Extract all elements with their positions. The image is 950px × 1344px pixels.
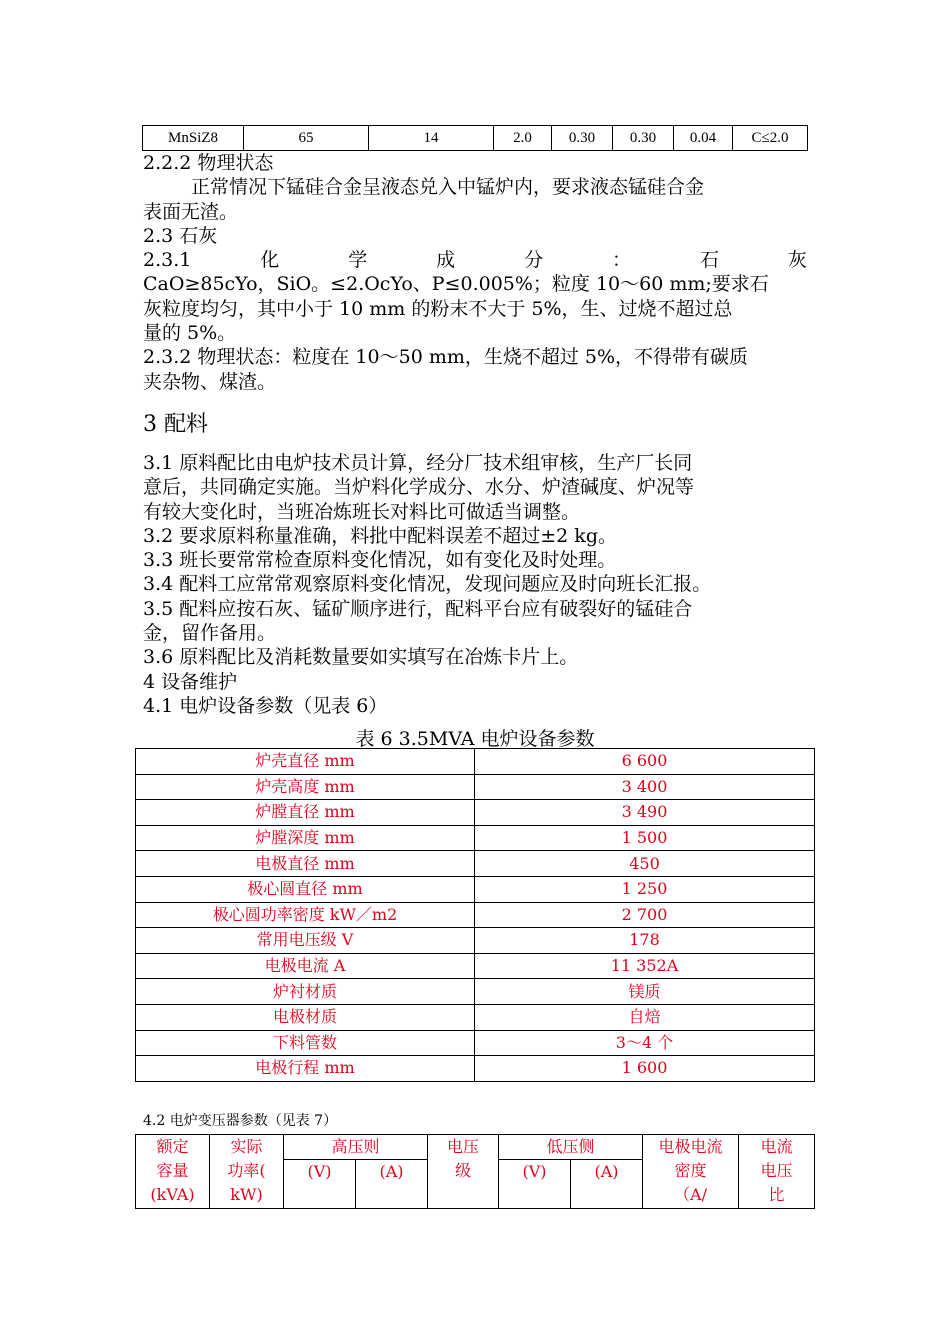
section-heading-3 [143, 413, 807, 437]
table-cell: 2.0 [494, 126, 552, 151]
table-cell: 常用电压级 V [136, 928, 475, 954]
table-header-cell [739, 1135, 815, 1209]
table-cell: MnSiZ8 [143, 126, 244, 151]
header-text: kW) [230, 1185, 263, 1204]
paragraph-line: 有较大变化时，当班冶炼班长对料比可做适当调整。 [143, 500, 581, 523]
header-text: 功率( [227, 1161, 266, 1180]
header-text: 额定 [156, 1137, 189, 1156]
table-cell: 镁质 [475, 979, 815, 1005]
table-row [136, 902, 815, 928]
paragraph-line: 3.5 配料应按石灰、锰矿顺序进行，配料平台应有破裂好的锰硅合 [143, 597, 693, 620]
table-header-cell [136, 1135, 210, 1209]
table-header-cell: (V) [499, 1160, 571, 1209]
table-header-cell [643, 1135, 739, 1209]
table-cell: 1 600 [475, 1056, 815, 1082]
table-row [136, 876, 815, 902]
furnace-parameters-table [135, 748, 815, 1082]
table-cell: 电极行程 mm [136, 1056, 475, 1082]
table-header-cell [210, 1135, 284, 1209]
table-header-cell: (A) [356, 1160, 428, 1209]
section-heading: 2.2.2 物理状态 [143, 152, 274, 174]
text-token: 成 [436, 249, 456, 272]
header-text: （A/ [674, 1185, 707, 1204]
table-header-cell [428, 1135, 499, 1209]
paragraph-line: 2.3.2 物理状态：粒度在 10～50 mm，生烧不超过 5%，不得带有碳质 [143, 346, 749, 369]
alloy-composition-table [142, 125, 808, 151]
paragraph-line: 正常情况下锰硅合金呈液态兑入中锰炉内，要求液态锰硅合金 [191, 176, 705, 199]
header-text: 电压 [446, 1137, 479, 1156]
paragraph-line: 4.1 电炉设备参数（见表 6） [143, 694, 388, 717]
header-text: 电压 [760, 1161, 793, 1180]
table-cell: 2 700 [475, 902, 815, 928]
text-token: 2.3.1 [143, 249, 192, 272]
table-row [143, 126, 808, 151]
table-cell: 14 [369, 126, 494, 151]
heading-text: 3 配料 [143, 412, 208, 437]
section-heading: 4 设备维护 [143, 670, 238, 693]
table-cell: 0.30 [613, 126, 674, 151]
paragraph-line: 金，留作备用。 [143, 622, 277, 645]
paragraph-line-justified [143, 248, 807, 272]
paragraph-line: 3.2 要求原料称量准确，料批中配料误差不超过±2 kg。 [143, 524, 617, 547]
text-token: 灰 [787, 249, 807, 272]
table-cell: 1 250 [475, 876, 815, 902]
text-token: 石 [699, 249, 719, 272]
header-text: 电极电流 [658, 1137, 723, 1156]
body-text [143, 151, 807, 394]
table-cell: 炉膛深度 mm [136, 825, 475, 851]
table-cell: 0.30 [552, 126, 613, 151]
table-cell: 11 352A [475, 953, 815, 979]
text-token: 分 [524, 249, 544, 272]
table-cell: 下料管数 [136, 1030, 475, 1056]
paragraph-line: 表面无渣。 [143, 200, 239, 223]
table-row [136, 774, 815, 800]
table-cell: 电极直径 mm [136, 851, 475, 877]
header-text: 比 [768, 1185, 785, 1204]
paragraph-line: 3.3 班长要常常检查原料变化情况，如有变化及时处理。 [143, 549, 617, 572]
table-row [136, 1056, 815, 1082]
table-cell: 电极电流 A [136, 953, 475, 979]
text-token: ： [612, 249, 632, 272]
table-cell: 65 [244, 126, 369, 151]
table-header-cell: (V) [284, 1160, 356, 1209]
table-cell: 炉壳直径 mm [136, 749, 475, 775]
paragraph-line: 灰粒度均匀，其中小于 10 mm 的粉末不大于 5%，生、过烧不超过总 [143, 297, 733, 320]
table-cell: 炉膛直径 mm [136, 800, 475, 826]
paragraph-line: 3.4 配料工应常常观察原料变化情况，发现问题应及时向班长汇报。 [143, 573, 712, 596]
table-row [136, 825, 815, 851]
section-4-2-heading: 4.2 电炉变压器参数（见表 7） [143, 1113, 338, 1129]
table-caption: 表 6 3.5MVA 电炉设备参数 [355, 728, 595, 750]
table-row [136, 851, 815, 877]
table-row [136, 800, 815, 826]
table-cell: 极心圆功率密度 kW／m2 [136, 902, 475, 928]
header-text: 密度 [674, 1161, 707, 1180]
header-text: (kVA) [150, 1185, 195, 1204]
body-text-section-3 [143, 451, 807, 718]
paragraph-line: CaO≥85cYo，SiO。≤2.OcYo、P≤0.005%；粒度 10～60 mm;要求石 [143, 273, 769, 296]
section-heading: 2.3 石灰 [143, 224, 218, 247]
table-cell: 炉衬材质 [136, 979, 475, 1005]
table-header-cell: 低压侧 [499, 1135, 643, 1160]
header-text: 电流 [760, 1137, 793, 1156]
table-row [136, 979, 815, 1005]
table-cell: 极心圆直径 mm [136, 876, 475, 902]
table-cell: 450 [475, 851, 815, 877]
text-token: 学 [348, 249, 368, 272]
table-cell: 1 500 [475, 825, 815, 851]
table-cell: 3 400 [475, 774, 815, 800]
table-cell: C≤2.0 [733, 126, 808, 151]
table-cell: 电极材质 [136, 1004, 475, 1030]
table-header-cell: 高压则 [284, 1135, 428, 1160]
table-row [136, 1004, 815, 1030]
table-header-cell: (A) [571, 1160, 643, 1209]
table-cell: 178 [475, 928, 815, 954]
table-cell: 3～4 个 [475, 1030, 815, 1056]
table-cell: 炉壳高度 mm [136, 774, 475, 800]
paragraph-line: 量的 5%。 [143, 322, 237, 345]
header-text: 实际 [230, 1137, 263, 1156]
table-row [136, 928, 815, 954]
paragraph-line: 3.1 原料配比由电炉技术员计算，经分厂技术组审核，生产厂长同 [143, 452, 693, 474]
table-row [136, 749, 815, 775]
paragraph-line: 3.6 原料配比及消耗数量要如实填写在冶炼卡片上。 [143, 646, 579, 669]
paragraph-line: 意后，共同确定实施。当炉料化学成分、水分、炉渣碱度、炉况等 [143, 476, 695, 499]
header-text: 容量 [156, 1161, 189, 1180]
table-row [136, 1030, 815, 1056]
table-cell: 3 490 [475, 800, 815, 826]
table-cell: 0.04 [674, 126, 733, 151]
transformer-parameters-table [135, 1134, 815, 1209]
table-row [136, 1135, 815, 1160]
text-token: 化 [260, 249, 280, 272]
table-cell: 自焙 [475, 1004, 815, 1030]
header-text: 级 [454, 1161, 471, 1180]
table-row [136, 953, 815, 979]
paragraph-line: 夹杂物、煤渣。 [143, 370, 277, 393]
table-cell: 6 600 [475, 749, 815, 775]
